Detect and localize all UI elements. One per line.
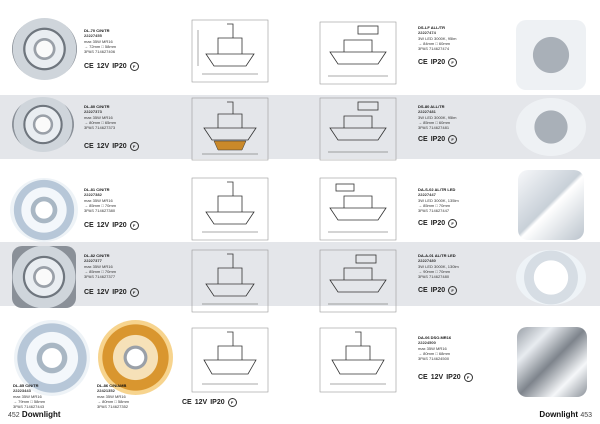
technical-drawing (188, 94, 272, 164)
cert-icons (84, 142, 139, 151)
product-code: 22223443 (13, 388, 31, 393)
product-code: 22227474 (418, 30, 436, 35)
spec-line: 3PAS 714627443 (13, 404, 45, 409)
product-image-das02 (518, 170, 584, 240)
spec-line: → 80mm □ 65mm (84, 120, 116, 125)
f-mark-icon: F (130, 142, 139, 151)
voltage-label: 12V (96, 222, 110, 229)
spec-dl85 (13, 383, 45, 409)
ip-rating: IP20 (112, 63, 127, 70)
spec-line: 3PAS 714627474 (418, 46, 450, 51)
ip-rating: IP20 (112, 222, 127, 229)
spec-da06 (418, 335, 451, 361)
spec-dslf (418, 25, 456, 51)
ce-mark: CE (418, 287, 428, 294)
spec-line: 3PAS 714627480 (418, 274, 450, 279)
cert-icons (418, 373, 473, 382)
ce-mark: CE (84, 222, 94, 229)
spec-dl86 (97, 383, 129, 409)
product-code: 22227382 (84, 192, 102, 197)
product-code: 22224500 (418, 340, 436, 345)
technical-drawing (316, 174, 400, 244)
spec-dl81 (84, 187, 116, 213)
spec-daa01 (418, 253, 459, 279)
product-code: 22227377 (84, 258, 102, 263)
product-image-dl82 (12, 246, 76, 308)
ce-mark: CE (418, 220, 428, 227)
spec-line: 3PAS 714627380 (84, 208, 116, 213)
product-code: 22227373 (84, 109, 102, 114)
cert-icons (182, 398, 237, 407)
f-mark-icon: F (464, 373, 473, 382)
technical-drawing (188, 174, 272, 244)
f-mark-icon: F (448, 219, 457, 228)
cert-icons (418, 135, 457, 144)
spec-line: → 84mm □ 60mm (418, 41, 450, 46)
spec-line: max 35W MR16 (84, 198, 113, 203)
voltage-label: 12V (96, 143, 110, 150)
cert-icons (84, 221, 139, 230)
f-mark-icon: F (448, 286, 457, 295)
spec-line: → 90mm □ 70mm (418, 269, 450, 274)
footer-right (539, 410, 592, 419)
spec-line: 3W LED 3000K, 95lm (418, 36, 457, 41)
section-label: Downlight (539, 410, 579, 419)
spec-line: 3PAS 714627447 (418, 208, 450, 213)
ce-mark: CE (84, 63, 94, 70)
spec-line: → 72mm □ 58mm (84, 44, 116, 49)
ce-mark: CE (418, 136, 428, 143)
product-code: 22227455 (84, 33, 102, 38)
spec-line: → 85mm □ 70mm (84, 203, 116, 208)
section-label: Downlight (21, 410, 61, 419)
spec-line: max 35W MR16 (84, 39, 113, 44)
ip-rating: IP20 (112, 289, 127, 296)
spec-dl70 (84, 28, 116, 54)
footer-left (8, 410, 61, 419)
technical-drawing (316, 246, 400, 316)
cert-icons (418, 286, 457, 295)
product-name: DA-S-02 AL/TR LED (418, 187, 456, 192)
product-image-ds80 (516, 98, 586, 156)
spec-line: → 85mm □ 60mm (418, 120, 450, 125)
spec-line: 3PAS 714627352 (97, 404, 129, 409)
page-number: 453 (580, 412, 592, 419)
cert-icons (418, 219, 457, 228)
product-name: DL-85 C/N/TR (13, 383, 39, 388)
technical-drawing (316, 94, 400, 164)
page-number: 452 (8, 412, 20, 419)
product-image-dl80 (12, 97, 74, 152)
technical-drawing (188, 246, 272, 316)
ip-rating: IP20 (430, 59, 446, 66)
f-mark-icon: F (228, 398, 237, 407)
spec-line: 3PAS 714624500 (418, 356, 450, 361)
product-name: DL-81 C/N/TR (84, 187, 110, 192)
cert-icons (418, 58, 457, 67)
voltage-label: 12V (96, 63, 110, 70)
product-image-dl81 (10, 178, 78, 242)
product-name: DL-86 C/N/AMB (97, 383, 127, 388)
f-mark-icon: F (130, 221, 139, 230)
spec-line: 3W LED 3000K, 135lm (418, 198, 459, 203)
spec-ds80 (418, 104, 456, 130)
spec-line: max 35W MR16 (418, 346, 447, 351)
ce-mark: CE (418, 374, 428, 381)
spec-line: max 35W MR16 (84, 115, 113, 120)
ip-rating: IP20 (430, 220, 446, 227)
technical-drawing (316, 324, 400, 396)
spec-line: → 80mm □ 68mm (418, 351, 450, 356)
voltage-label: 12V (430, 374, 444, 381)
ip-rating: IP20 (210, 399, 225, 406)
technical-drawing (188, 16, 272, 86)
spec-line: 3PAS 714627373 (84, 125, 116, 130)
voltage-label: 12V (96, 289, 110, 296)
f-mark-icon: F (130, 288, 139, 297)
product-name: DS-80 ALL/TR (418, 104, 445, 109)
ip-rating: IP20 (430, 136, 446, 143)
spec-dl82 (84, 253, 116, 279)
ip-rating: IP20 (430, 287, 446, 294)
ce-mark: CE (84, 143, 94, 150)
product-image-daa01 (516, 250, 586, 305)
spec-line: → 80mm □ 58mm (97, 399, 129, 404)
cert-icons (84, 288, 139, 297)
ip-rating: IP20 (446, 374, 461, 381)
product-code: 22227481 (418, 109, 436, 114)
ce-mark: CE (182, 399, 192, 406)
ce-mark: CE (418, 59, 428, 66)
product-code: 22227480 (418, 258, 436, 263)
product-name: DL-82 C/N/TR (84, 253, 110, 258)
spec-line: → 85mm □ 70mm (84, 269, 116, 274)
spec-das02 (418, 187, 459, 213)
spec-line: 3PAS 714627377 (84, 274, 116, 279)
spec-line: 3W LED 3000K, 130lm (418, 264, 459, 269)
spec-line: max 35W MR16 (97, 394, 126, 399)
technical-drawing (188, 324, 272, 396)
spec-dl80 (84, 104, 116, 130)
ip-rating: IP20 (112, 143, 127, 150)
technical-drawing (316, 18, 400, 88)
product-name: DS-LF ALL/TR (418, 25, 445, 30)
spec-line: max 35W MR16 (13, 394, 42, 399)
product-name: DA-06 DSO.MR16 (418, 335, 452, 340)
product-image-dl70 (12, 18, 77, 80)
spec-line: 3W LED 3000K, 95lm (418, 115, 457, 120)
product-code: 22421352 (97, 388, 115, 393)
spec-line: 3PAS 714627481 (418, 125, 450, 130)
product-image-da06 (517, 327, 587, 397)
spec-line: 3PAS 714627406 (84, 49, 116, 54)
f-mark-icon: F (130, 62, 139, 71)
f-mark-icon: F (448, 135, 457, 144)
voltage-label: 12V (194, 399, 208, 406)
spec-line: max 35W MR16 (84, 264, 113, 269)
product-name: DL-80 C/N/TR (84, 104, 110, 109)
product-image-dslf (516, 20, 586, 90)
spec-line: → 85mm □ 70mm (418, 203, 450, 208)
cert-icons (84, 62, 139, 71)
spec-line: → 79mm □ 58mm (13, 399, 45, 404)
product-name: DL-70 C/N/TR (84, 28, 110, 33)
f-mark-icon: F (448, 58, 457, 67)
product-code: 22227447 (418, 192, 436, 197)
ce-mark: CE (84, 289, 94, 296)
product-name: DA-A-01 AL/TR LED (418, 253, 456, 258)
